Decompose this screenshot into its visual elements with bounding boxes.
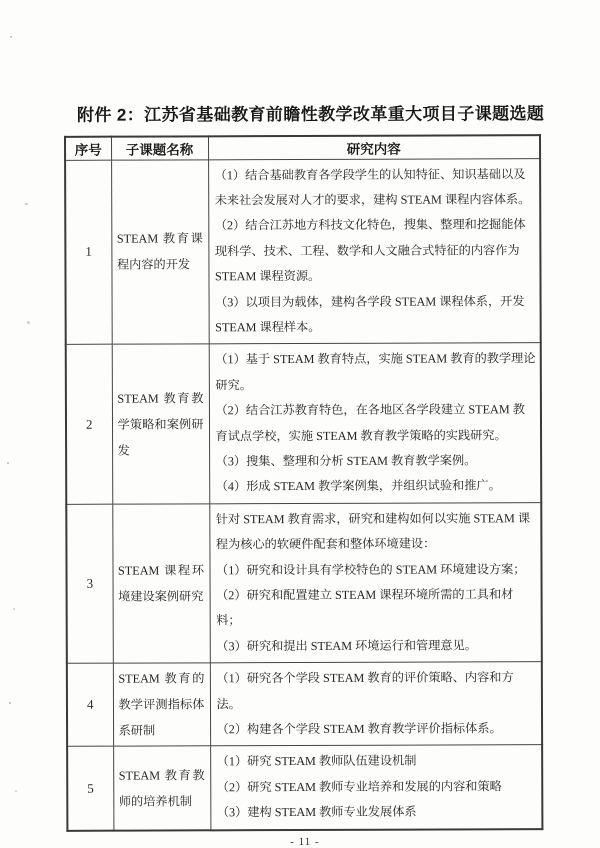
attachment-title: 附件 2：江苏省基础教育前瞻性教学改革重大项目子课题选题 <box>76 104 545 125</box>
header-no: 序号 <box>65 137 111 160</box>
content-item: （2）构建各个学段 STEAM 教育教学评价指标体系。 <box>216 721 502 737</box>
row-number: 4 <box>67 663 113 746</box>
content-item: （2）结合江苏教育特色，在各地区各学段建立 STEAM 教育试点学校，实施 STEAM 教育教学策略的实践研究。 <box>215 402 525 443</box>
header-name: 子课题名称 <box>111 136 208 159</box>
research-content <box>208 158 541 344</box>
table-row <box>66 343 542 504</box>
content-item: （3）研究和提出 STEAM 环境运行和管理意见。 <box>216 638 477 654</box>
content-item: （3）搜集、整理和分析 STEAM 教育教学案例。 <box>215 453 477 469</box>
content-item: （4）形成 STEAM 教学案例集，并组织试验和推广。 <box>215 478 501 494</box>
page-number: - 11 - <box>290 835 320 848</box>
row-number: 2 <box>66 345 113 505</box>
content-item: （1）研究 STEAM 教师队伍建设机制 <box>216 754 417 769</box>
content-item: （2）结合江苏地方科技文化特色，搜集、整理和挖掘能体现科学、技术、工程、数学和人文融合式特征的内容作为 STEAM 课程资源。 <box>214 217 526 284</box>
subtopic-name: STEAM 教育教师的培养机制 <box>113 746 210 830</box>
table-row <box>66 502 542 663</box>
content-item: （1）基于 STEAM 教育特点，实施 STEAM 教育的教学理论研究。 <box>215 351 536 393</box>
subtopic-name: STEAM 教育教学策略和案例研发 <box>112 344 210 504</box>
research-content <box>209 343 542 504</box>
row-number: 5 <box>67 747 113 831</box>
content-item: （3）建构 STEAM 教师专业发展体系 <box>216 804 417 820</box>
table-header-row <box>65 135 540 160</box>
row-number: 3 <box>66 504 113 664</box>
content-item: （2）研究 STEAM 教师专业培养和发展的内容和策略 <box>216 779 502 795</box>
content-item: （3）以项目为载体，建构各学段 STEAM 课程体系，开发 STEAM 课程样本。 <box>215 293 525 335</box>
subtopic-table <box>64 134 543 831</box>
row-number: 1 <box>65 160 112 345</box>
research-content <box>210 745 542 830</box>
content-item: （1）结合基础教育各学段学生的认知特征、知识基础以及未来社会发展对人才的要求，建构 STEAM 课程内容体系。 <box>214 166 531 208</box>
content-item: 针对 STEAM 教育需求，研究和建构如何以实施 STEAM 课程为核心的软硬件配套和整体环境建设： <box>215 510 531 552</box>
header-content: 研究内容 <box>208 135 540 159</box>
table-row <box>67 662 542 747</box>
subtopic-name: STEAM 课程环境建设案例研究 <box>112 504 210 664</box>
research-content <box>210 662 542 746</box>
research-content <box>209 502 542 663</box>
table-row <box>67 745 542 830</box>
table-row <box>65 158 541 345</box>
subtopic-name: STEAM 教育课程内容的开发 <box>111 159 209 344</box>
content-item: （2）研究和配置建立 STEAM 课程环境所需的工具和材料； <box>216 587 514 628</box>
content-item: （1）研究各个学段 STEAM 教育的评价策略、内容和方法。 <box>216 670 514 711</box>
subtopic-name: STEAM 教育的教学评测指标体系研制 <box>113 663 210 747</box>
content-item: （1）研究和设计具有学校特色的 STEAM 环境建设方案； <box>215 561 526 577</box>
